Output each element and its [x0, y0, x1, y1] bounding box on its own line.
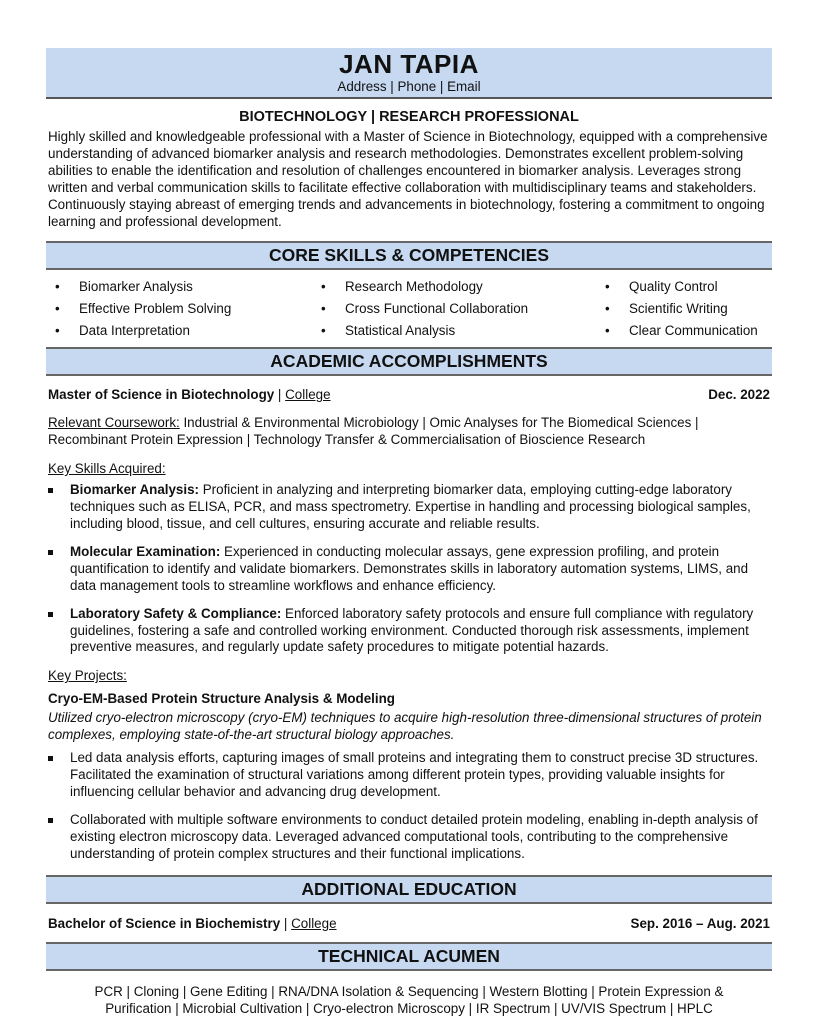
name-header [46, 48, 772, 99]
project-bullet: Led data analysis efforts, capturing images of small proteins and integrating them to construct precise 3D structures. Facilitated the examination of structural variations among different protein types, providing valuable insights for influencing cellular behavior and advancing drug development. [46, 750, 772, 801]
skill-item: • Scientific Writing [596, 298, 758, 320]
summary-paragraph: Highly skilled and knowledgeable professional with a Master of Science in Biotechnology, equipped with a comprehensive understanding of advanced biomarker analysis and research methodologies. Demonstrates excellent problem-solving abilities to enable the identification and resolution of challenges encountered in biomarker analysis. Leverages strong written and verbal communication skills to facilitate effective collaboration with multidisciplinary teams and stakeholders. Continuously staying abreast of emerging trends and advancements in biotechnology, fostering a commitment to ongoing learning and professional development. [48, 129, 768, 229]
skill-item: • Quality Control [596, 276, 758, 298]
section-header-academic: ACADEMIC ACCOMPLISHMENTS [46, 347, 772, 376]
key-skill-item [46, 606, 772, 657]
education-row [46, 915, 772, 932]
skill-item: • Data Interpretation [46, 320, 312, 342]
project-bullets [46, 750, 772, 862]
coursework [46, 414, 772, 448]
degree-row [46, 386, 772, 403]
skill-item: • Research Methodology [312, 276, 596, 298]
degree-separator: | [274, 387, 286, 403]
key-skill-text: Proficient in analyzing and interpreting biomarker data, employing cutting-edge laboratory techniques such as ELISA, PCR, and mass spectrometry. Expertise in handling and processing biological samples, including blood, tissue, and cell cultures, ensuring accurate and reliable results. [70, 482, 751, 532]
project-bullet: Collaborated with multiple software environments to conduct detailed protein modeling, enabling in-depth analysis of existing electron microscopy data. Leveraged advanced computational tools, contributing to the comprehensive understanding of protein complex structures and their functional implications. [46, 812, 772, 863]
skills-column-2 [312, 276, 596, 341]
education-separator: | [280, 915, 292, 931]
skill-item: • Clear Communication [596, 320, 758, 342]
candidate-name: JAN TAPIA [339, 49, 479, 79]
education-date: Sep. 2016 – Aug. 2021 [630, 915, 770, 931]
skill-item: • Cross Functional Collaboration [312, 298, 596, 320]
skills-column-3 [596, 276, 758, 341]
key-skill-title: Molecular Examination: [70, 543, 221, 559]
key-skills-list [46, 482, 772, 656]
coursework-label: Relevant Coursework: [48, 415, 180, 431]
coursework-text: Industrial & Environmental Microbiology | Omic Analyses for The Biomedical Sciences | Recombinant Protein Expression | Technology Transfer & Commercialisation of Bioscience Research [48, 415, 699, 448]
contact-line: Address | Phone | Email [337, 79, 481, 94]
key-skill-title: Biomarker Analysis: [70, 482, 200, 498]
project-description: Utilized cryo-electron microscopy (cryo-EM) techniques to acquire high-resolution three-dimensional structures of protein complexes, employing state-of-the-art structural biology approaches. [48, 710, 762, 743]
skills-column-1 [46, 276, 312, 341]
education-school: College [291, 915, 337, 931]
skill-item: • Biomarker Analysis [46, 276, 312, 298]
key-skill-item [46, 482, 772, 533]
section-header-skills: CORE SKILLS & COMPETENCIES [46, 241, 772, 270]
resume-page [46, 48, 772, 1017]
degree-school: College [285, 387, 331, 403]
project-title: Cryo-EM-Based Protein Structure Analysis & Modeling [48, 691, 395, 707]
professional-headline: BIOTECHNOLOGY | RESEARCH PROFESSIONAL [239, 109, 579, 125]
key-skill-title: Laboratory Safety & Compliance: [70, 605, 282, 621]
degree-title: Master of Science in Biotechnology [48, 387, 275, 403]
skill-item: • Effective Problem Solving [46, 298, 312, 320]
degree-date: Dec. 2022 [708, 387, 770, 403]
skill-item: • Statistical Analysis [312, 320, 596, 342]
education-degree: Bachelor of Science in Biochemistry [48, 915, 281, 931]
key-skill-text: Experienced in conducting molecular assays, gene expression profiling, and protein quantification to identify and validate biomarkers. Demonstrates skills in laboratory automation systems, LIMS, and data management tools to streamline workflows and enhance efficiency. [70, 543, 749, 593]
key-skill-item [46, 544, 772, 595]
skills-grid [46, 270, 772, 347]
technical-skills: PCR | Cloning | Gene Editing | RNA/DNA Isolation & Sequencing | Western Blotting | Protein Expression & Purification | Microbial Cultivation | Cryo-electron Microscopy | IR Spectrum | UV/VIS Spectrum | HPLC [94, 983, 724, 1016]
key-skill-text: Enforced laboratory safety protocols and ensure full compliance with regulatory guidelines, fostering a safe and controlled working environment. Conducted thorough risk assessments, implement preventive measures, and regularly update safety procedures to mitigate potential hazards. [70, 605, 754, 655]
section-header-education: ADDITIONAL EDUCATION [46, 875, 772, 904]
section-header-technical: TECHNICAL ACUMEN [46, 942, 772, 971]
key-skills-label: Key Skills Acquired: [48, 461, 166, 477]
key-projects-label: Key Projects: [48, 668, 127, 684]
